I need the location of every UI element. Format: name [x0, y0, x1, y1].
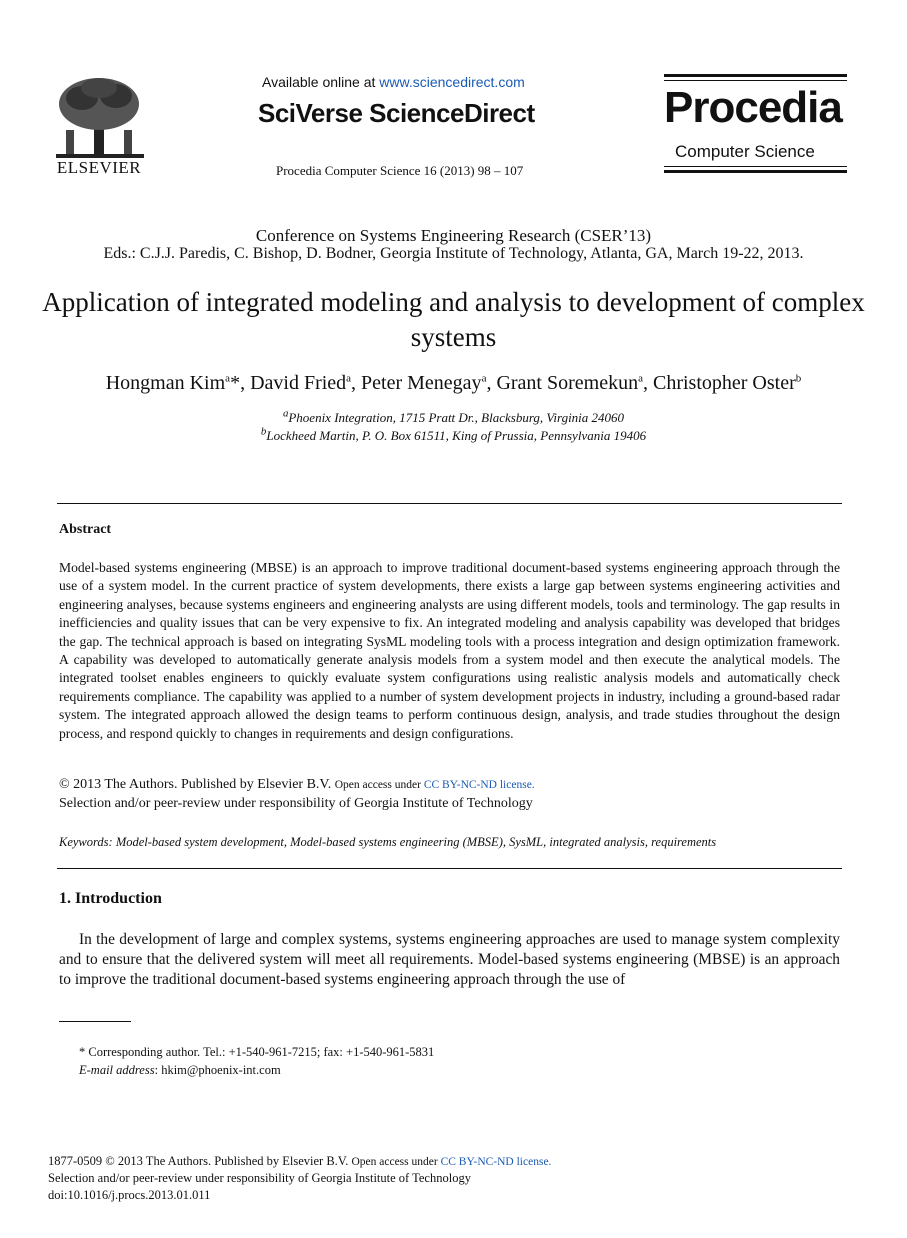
affiliation: $^b$Lockheed Martin, P. O. Box 61511, King of Prussia, Pennsylvania 19406 [260, 425, 647, 443]
author: David Fried$^a$, [250, 372, 362, 394]
section-heading: 1. Introduction [59, 890, 162, 907]
email-link[interactable]: hkim@phoenix-int.com [161, 1063, 281, 1077]
copyright-line: © 2013 The Authors. Published by Elsevier B.V. Open access under CC BY-NC-ND license. [59, 777, 535, 792]
logo-rule [664, 74, 847, 77]
keywords: Keywords: Model-based system development, Model-based systems engineering (MBSE), SysML, integrated analysis, requirements [59, 835, 717, 849]
email-note: E-mail address: hkim@phoenix-int.com [79, 1063, 281, 1077]
affiliation: $^a$Phoenix Integration, 1715 Pratt Dr., Blacksburg, Virginia 24060 [282, 407, 625, 425]
author: Hongman Kim$^a$*, [105, 372, 251, 394]
logo-rule [664, 166, 847, 167]
available-online [262, 74, 525, 90]
sciencedirect-link[interactable]: www.sciencedirect.com [379, 74, 525, 90]
section-divider [57, 503, 842, 504]
license-link[interactable]: CC BY-NC-ND license. [423, 779, 535, 791]
author: Grant Soremekun$^a$, [496, 372, 653, 394]
license-link[interactable]: CC BY-NC-ND license. [440, 1156, 552, 1168]
footnote-divider [59, 1021, 131, 1022]
introduction-body: In the development of large and complex systems, systems engineering approaches are used to manage system complexity and to ensure that the delivered system will meet all requirements. Model-based systems engineering (MBSE) is an approach to improve the traditional document-based systems engineering approach through the use of [59, 931, 840, 988]
journal-logo-name: Procedia [664, 83, 842, 132]
journal-reference: Procedia Computer Science 16 (2013) 98 – 107 [276, 163, 524, 178]
author-list [0, 372, 907, 395]
section-divider [57, 868, 842, 869]
abstract-body: Model-based systems engineering (MBSE) is an approach to improve traditional document-based systems engineering approach through the use of a system model. In the current practice of system developments, there exists a large gap between systems engineering activities and engineering analyses, because systems engineers and engineering analysts are using different models, tools and terminology. The gap results in inefficiencies and quality issues that can be very expensive to fix. An integrated modeling and analysis capability was developed that bridges the gap. The technical approach is based on integrating SysML modeling tools with a process integration and design optimization framework. A capability was developed to automatically generate analysis models from a system model and then execute the analytical models. The integrated toolset enables engineers to quickly evaluate system configurations using realistic analysis models and automatically check requirements compliance. The capability was applied to a number of system development projects in industry, including a ground-based radar system. The integrated approach allowed the design teams to perform continuous design, analysis, and trade studies throughout the design process, and respond quickly to changes in requirements and design configurations. [59, 560, 840, 741]
corresponding-author-note: * Corresponding author. Tel.: +1-540-961-7215; fax: +1-540-961-5831 [79, 1045, 435, 1059]
available-prefix: Available online at [262, 74, 380, 90]
footer-peer-review: Selection and/or peer-review under responsibility of Georgia Institute of Technology [48, 1171, 471, 1185]
logo-rule [664, 80, 847, 81]
author: Peter Menegay$^a$, [361, 372, 497, 394]
peer-review-note: Selection and/or peer-review under responsibility of Georgia Institute of Technology [59, 796, 533, 811]
paper-title: Application of integrated modeling and analysis to development of complex systems [42, 287, 865, 352]
conference-name: Conference on Systems Engineering Research (CSER’13) [255, 226, 652, 245]
logo-rule [664, 170, 847, 173]
abstract-heading: Abstract [59, 522, 112, 537]
author: Christopher Oster$^b$ [652, 372, 802, 394]
editors: Eds.: C.J.J. Paredis, C. Bishop, D. Bodner, Georgia Institute of Technology, Atlanta, GA, March 19-22, 2013. [103, 245, 804, 262]
journal-logo-subtitle: Computer Science [675, 142, 815, 161]
doi[interactable]: doi:10.1016/j.procs.2013.01.011 [48, 1188, 211, 1202]
platform-logo: SciVerse ScienceDirect [258, 98, 535, 128]
publisher-name: ELSEVIER [56, 158, 142, 177]
issn-line: 1877-0509 © 2013 The Authors. Published by Elsevier B.V. Open access under CC BY-NC-ND license. [48, 1154, 552, 1168]
